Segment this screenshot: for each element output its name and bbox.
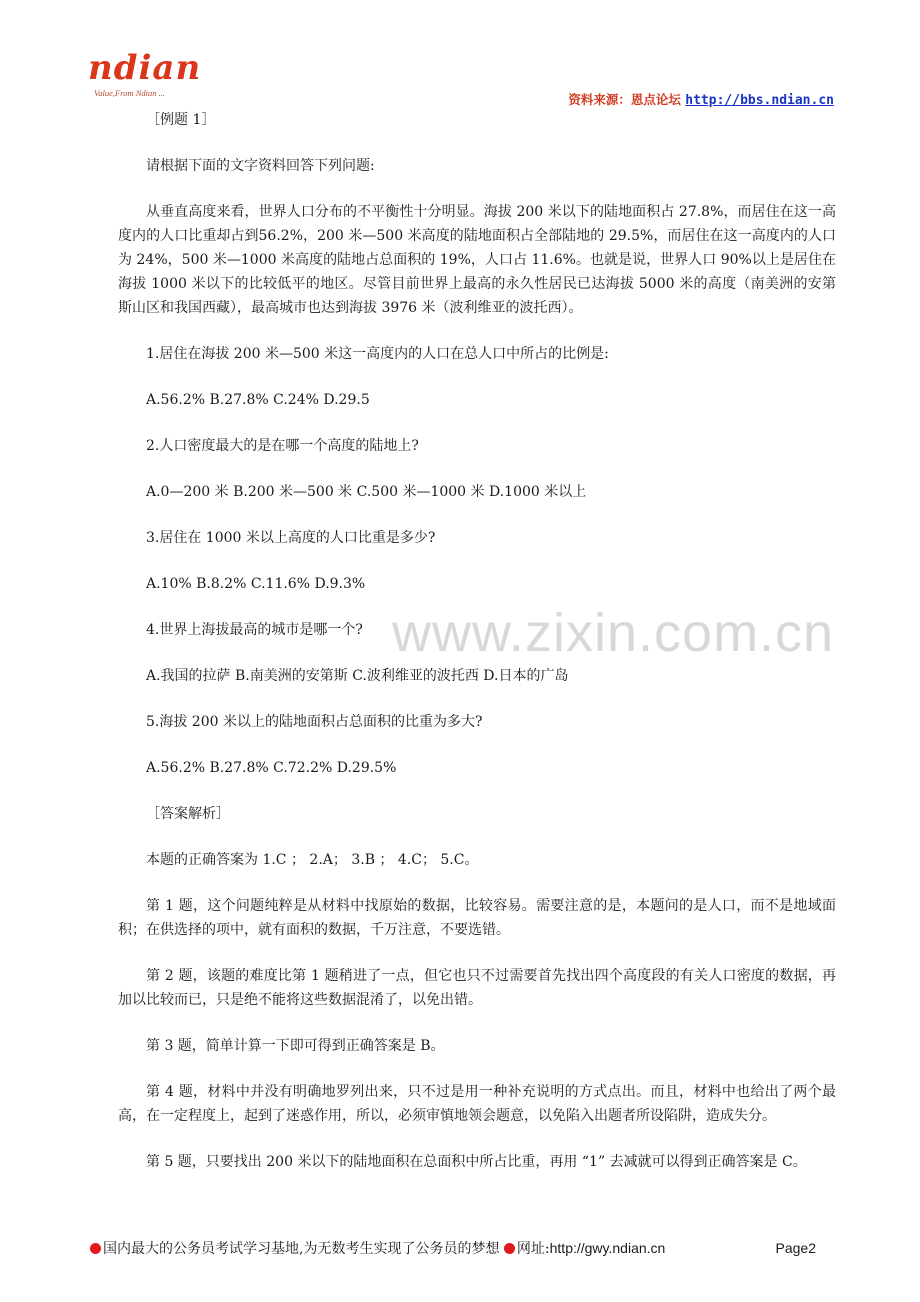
paragraph: A.56.2% B.27.8% C.72.2% D.29.5% (146, 760, 397, 776)
paragraph: 第 1 题，这个问题纯粹是从材料中找原始的数据，比较容易。需要注意的是，本题问的是人口，而不是地域面积；在供选择的项中，就有面积的数据，千万注意，不要选错。 (118, 898, 836, 938)
site-logo (88, 50, 218, 110)
source-link[interactable]: http://bbs.ndian.cn (685, 93, 834, 108)
paragraph: A.56.2% B.27.8% C.24% D.29.5 (146, 392, 370, 408)
paragraph: ［答案解析］ (146, 806, 230, 822)
source-line (568, 90, 834, 108)
paragraph: 第 4 题，材料中并没有明确地罗列出来，只不过是用一种补充说明的方式点出。而且，材料中也给出了两个最高，在一定程度上，起到了迷惑作用，所以，必须审慎地领会题意，以免陷入出题者所设陷阱，造成失分。 (118, 1084, 836, 1124)
page-number: Page2 (775, 1240, 816, 1256)
paragraph: 2.人口密度最大的是在哪一个高度的陆地上? (146, 438, 419, 454)
logo-wordmark: ndian (88, 48, 202, 88)
paragraph: 4.世界上海拔最高的城市是哪一个? (146, 622, 363, 638)
paragraph: A.0—200 米 B.200 米—500 米 C.500 米—1000 米 D.1000 米以上 (146, 484, 587, 500)
paragraph: A.我国的拉萨 B.南美洲的安第斯 C.波利维亚的波托西 D.日本的广岛 (146, 668, 569, 684)
source-label: 资料来源：恩点论坛 (568, 92, 681, 107)
logo-tagline: Value,From Ndian ... (94, 88, 165, 98)
paragraph: 5.海拔 200 米以上的陆地面积占总面积的比重为多大? (146, 714, 483, 730)
footer-left (90, 1236, 665, 1261)
bullet-dot-icon (504, 1243, 515, 1254)
paragraph: ［例题 1］ (146, 112, 216, 128)
paragraph: A.10% B.8.2% C.11.6% D.9.3% (146, 576, 366, 592)
paragraph: 请根据下面的文字资料回答下列问题: (146, 158, 375, 174)
bullet-dot-icon (90, 1243, 101, 1254)
document-body (118, 108, 836, 1174)
page-footer (90, 1236, 816, 1260)
footer-url-label: 网址: (516, 1241, 550, 1257)
paragraph: 第 3 题，简单计算一下即可得到正确答案是 B。 (146, 1038, 445, 1054)
paragraph: 第 5 题，只要找出 200 米以下的陆地面积在总面积中所占比重，再用 “1” 去减就可以得到正确答案是 C。 (146, 1154, 807, 1170)
footer-slogan: 国内最大的公务员考试学习基地,为无数考生实现了公务员的梦想 (103, 1241, 500, 1257)
watermark: www.zixin.com.cn (392, 603, 835, 663)
paragraph: 1.居住在海拔 200 米—500 米这一高度内的人口在总人口中所占的比例是: (146, 346, 609, 362)
paragraph: 本题的正确答案为 1.C ； 2.A； 3.B ； 4.C； 5.C。 (146, 852, 479, 868)
footer-url[interactable]: http://gwy.ndian.cn (549, 1240, 666, 1256)
paragraph: 从垂直高度来看，世界人口分布的不平衡性十分明显。海拔 200 米以下的陆地面积占 27.8%，而居住在这一高度内的人口比重却占到56.2%，200 米—500 米高度的陆地面积占全部陆地的 29.5%，而居住在这一高度内的人口为 24%，500 米—1000 米高度的陆地占总面积的 19%，人口占 11.6%。也就是说，世界人口 90%以上是居住在海拔 1000 米以下的比较低平的地区。尽管目前世界上最高的永久性居民已达海拔 5000 米的高度（南美洲的安第斯山区和我国西藏），最高城市也达到海拔 3976 米（波利维亚的波托西）。 (118, 204, 836, 316)
paragraph: 第 2 题，该题的难度比第 1 题稍进了一点，但它也只不过需要首先找出四个高度段的有关人口密度的数据，再加以比较而已，只是绝不能将这些数据混淆了，以免出错。 (118, 968, 836, 1008)
paragraph: 3.居住在 1000 米以上高度的人口比重是多少? (146, 530, 436, 546)
